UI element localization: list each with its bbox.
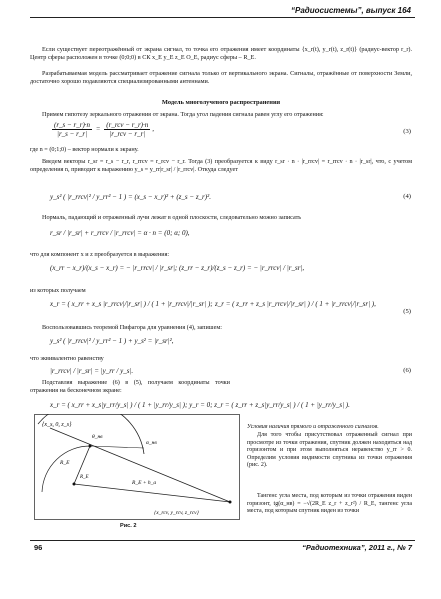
label-re-small: R_E — [80, 475, 89, 480]
paragraph-2: Разрабатываемая модель рассматривает отражение сигнала только от вертикального экрана. Сигналы, отражённые от поверхности Земли, достаточно хорошо подавляются специализированными антеннами. — [30, 70, 412, 85]
label-alpha: α_нв — [146, 440, 157, 446]
label-receiver: {x_rcv, y_rcv, z_rcv} — [154, 510, 199, 516]
label-source: {x_s, 0, z_s} — [42, 422, 72, 428]
running-header: “Радиосистемы”, выпуск 164 — [290, 6, 411, 15]
equation-5b: z_r = ( z_rr + z_s |r_rrcv|/|r_sr| ) / ( 1 + |r_rrcv|/|r_sr| ), — [215, 300, 376, 308]
equation-xz: (x_rr − x_r)/(x_s − x_r) = − |r_rrcv| / |r_sr|; (z_rr − z_r)/(z_s − z_r) = − |r_rrcv| / |r_sr|, — [50, 264, 305, 272]
label-re: R_E — [60, 460, 70, 466]
receiver-point — [229, 501, 232, 504]
section-heading: Модель многолучевого распространения — [161, 99, 281, 106]
center-point — [73, 483, 76, 486]
equation-final: x_r = ( x_rr + x_s|y_rr/y_s| ) / ( 1 + |y_rr/y_s| ); y_r = 0; z_r = ( z_rr + z_s|y_rr/y_s| ) / ( 1 + |y_rr/y_s| ). — [50, 401, 350, 409]
paragraph-11: Подставляя выражение (6) в (5), получаем координаты точки отражения на бесконечном экране: — [30, 379, 230, 394]
journal-footer: “Радиотехника”, 2011 г., № 7 — [302, 543, 412, 552]
equation-4: y_s² ( |r_rrcv|² / y_rr² − 1 ) = (x_s − x_r)² + (z_s − z_r)². — [50, 193, 211, 201]
equation-4-number: (4) — [403, 193, 411, 200]
header-rule — [30, 17, 415, 18]
equation-5a: x_r = ( x_rr + x_s |r_rrcv|/|r_sr| ) / ( 1 + |r_rrcv|/|r_sr| ); — [50, 300, 213, 308]
paragraph-7: что для компонент x и z преобразуется в выражения: — [30, 251, 170, 258]
paragraph-8: из которых получаем — [30, 287, 86, 294]
equation-pythagoras: y_s² ( |r_rrcv|² / y_rr² − 1 ) + y_s² = |r_sr|², — [50, 337, 174, 345]
equation-5-number: (5) — [403, 308, 411, 315]
paragraph-6: Нормаль, падающий и отраженный лучи лежат в одной плоскости, следовательно можно записать — [42, 214, 302, 221]
equation-6: |r_rrcv| / |r_sr| = |y_rr / y_s|. — [50, 367, 134, 375]
paragraph-10: что эквивалентно равенству — [30, 355, 104, 362]
equation-6-number: (6) — [403, 367, 411, 374]
paragraph-4: где n = (0;1;0) – вектор нормали к экрану. — [30, 146, 139, 153]
right-column-text-2: Тангенс угла места, под которым из точки отражения виден горизонт, tg(α_нв) = −√(2R_E z_r + z_r²) / R_E, тангенс угла места, под которым спутник виден из точки — [247, 493, 412, 515]
equation-3-number: (3) — [403, 128, 411, 135]
eq3-rhs-num: (r_rcv − r_r)·n — [106, 121, 149, 129]
right-column-text-1: Для того чтобы присутствовал отраженный сигнал при просмотре из точки отражения, спутник должен находиться над горизонтом и при этом выполняться неравенство y_rr > 0. Определим условия видимости спутника из точки отражения (рис. 2). — [247, 432, 412, 469]
eq3-lhs-num: (r_s − r_r)·n — [54, 121, 91, 129]
page-number: 96 — [34, 543, 43, 552]
footer-rule — [30, 540, 415, 541]
paragraph-1: Если существует переотражённый от экрана сигнал, то точка его отражения имеет координаты {x_r(t), y_r(t), z_r(t)} (радиус-вектор r_r). Центр сферы расположен в точке (0;0;0) в СК x_E y_E z_E O_E, радиус сферы – R_E. — [30, 46, 412, 61]
label-theta: θ_нв — [92, 434, 103, 440]
eq3-rhs-den: |r_rcv − r_r| — [109, 130, 146, 138]
reflection-point — [89, 445, 92, 448]
paragraph-5: Введем векторы r_sr = r_s − r_r, r_rrcv = r_rcv − r_r. Тогда (3) преобразуется к виду r_sr · n · |r_rrcv| = r_rrcv · n · |r_sr|, что, с учетом определения n, приводит к выражению y_s = y_rr|r_sr| / |r_rrcv|. Откуда следует — [30, 158, 412, 173]
horizon-line — [74, 484, 230, 502]
equation-3: $\frac{(r\_s - r\_r)\cdot n}{|r\_s - r\_r|}$ = (r_rcv − r_r)·n |r_rcv − r_r| , — [54, 121, 155, 138]
earth-arc-outer — [38, 414, 144, 454]
label-re-h: R_E + h_a — [132, 480, 157, 486]
paragraph-9: Воспользовавшись теоремой Пифагора для уравнения (4), запишем: — [42, 324, 222, 331]
geometry-figure — [34, 414, 240, 520]
figure-caption: Рис. 2 — [120, 523, 137, 529]
paragraph-3: Примем гипотезу зеркального отражения от экрана. Тогда угол падения сигнала равен углу его отражения: — [42, 111, 324, 118]
figure-frame — [35, 415, 240, 520]
equation-plane: r_sr / |r_sr| + r_rrcv / |r_rrcv| = α · n = (0; α; 0), — [50, 229, 190, 237]
eq3-lhs-den: |r_s − r_r| — [57, 130, 87, 138]
right-column-heading: Условия наличия прямого и отраженного сигналов. — [247, 424, 379, 430]
